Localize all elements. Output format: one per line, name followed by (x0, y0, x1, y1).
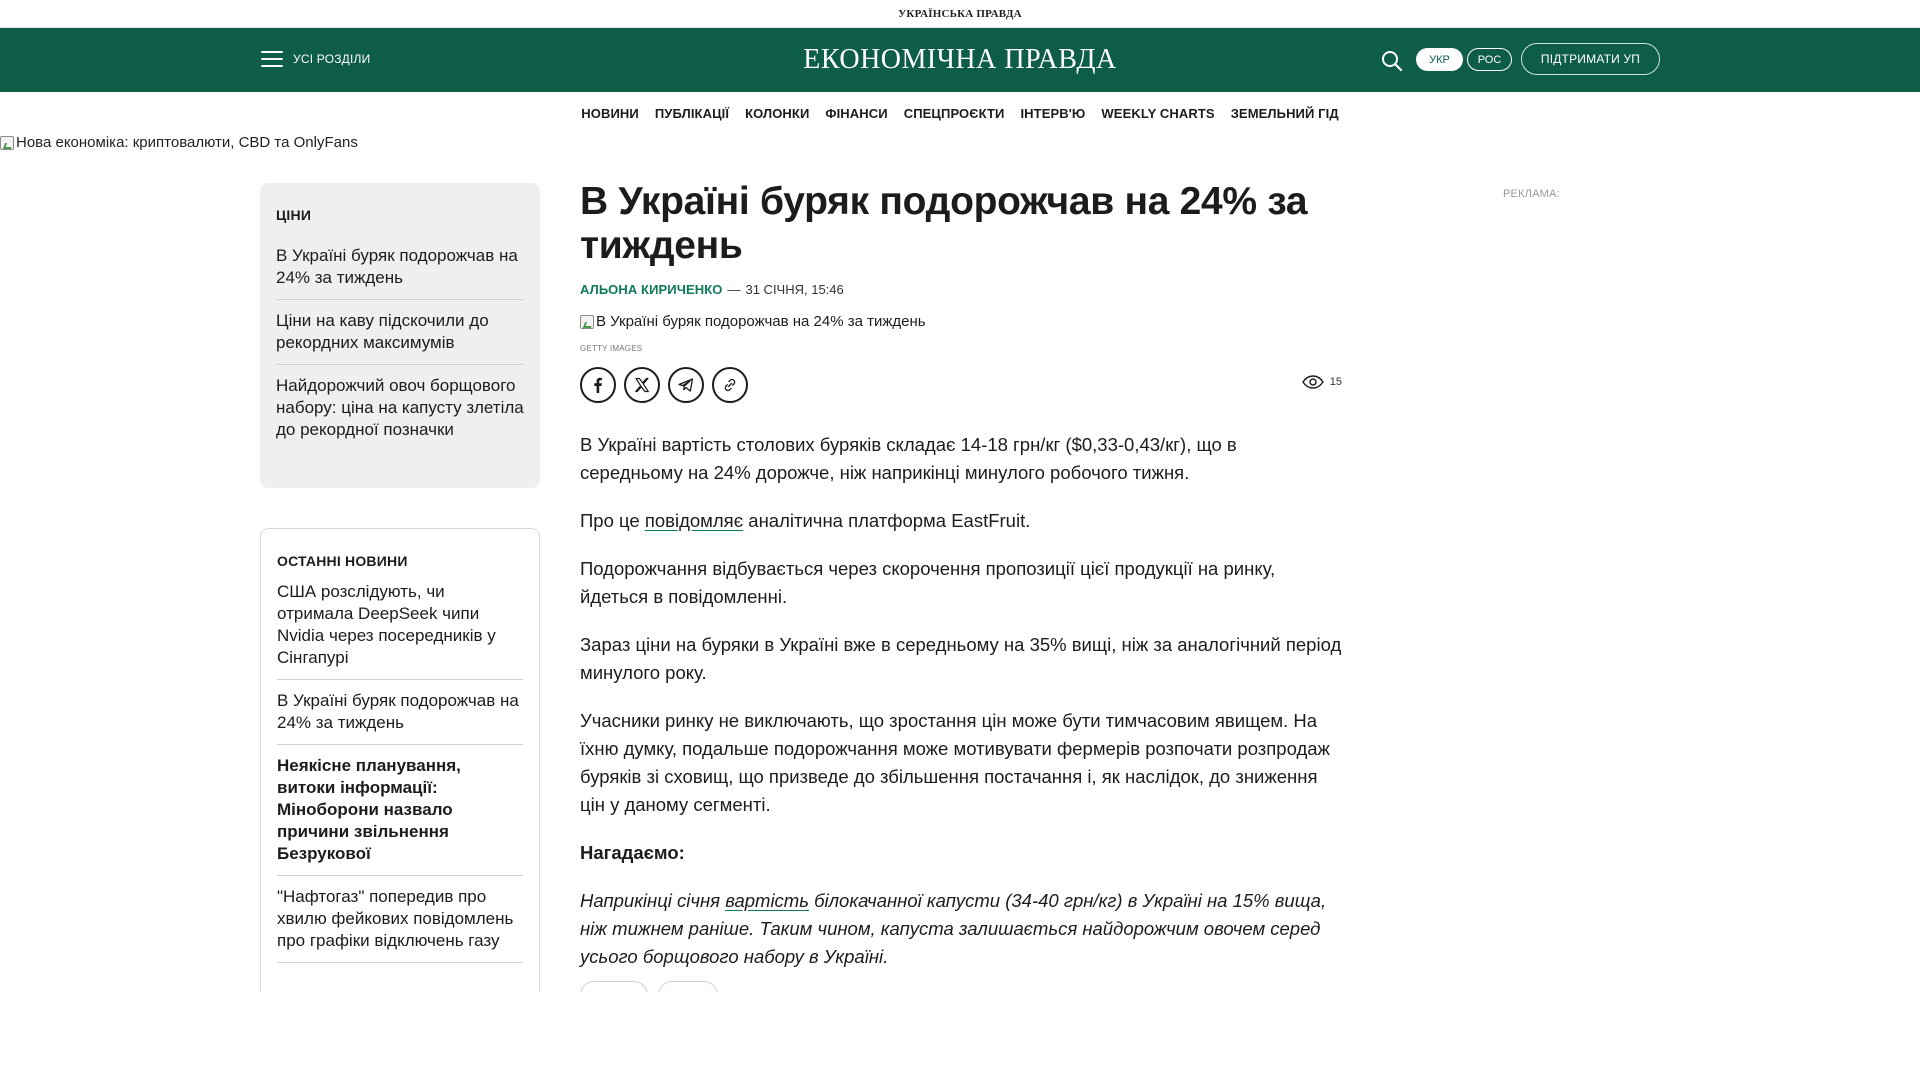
prices-item[interactable]: В Україні буряк подорожчав на 24% за тиждень (276, 235, 524, 300)
top-strip (0, 0, 1920, 28)
article-date: 31 СІЧНЯ, 15:46 (745, 282, 844, 297)
view-counter (1302, 375, 1342, 389)
article-paragraph: В Україні вартість столових буряків складає 14-18 грн/кг ($0,33-0,43/кг), що в середньому на 24% дорожче, ніж наприкінці минулого робочого тижня. (580, 434, 1237, 483)
article-paragraph: Учасники ринку не виключають, що зростання цін може бути тимчасовим явищем. На їхню думку, подальше подорожчання може мотивувати фермерів розпочати розпродаж буряків зі сховищ, що призведе до збільшення постачання і, як наслідок, до зниження цін у даному сегменті. (580, 710, 1330, 815)
prices-item[interactable]: Ціни на каву підскочили до рекордних максимумів (276, 300, 524, 365)
nav-columns[interactable]: КОЛОНКИ (745, 105, 810, 121)
reminder-heading: Нагадаємо: (580, 842, 685, 863)
text: аналітична платформа EastFruit. (743, 510, 1031, 531)
author-link[interactable]: АЛЬОНА КИРИЧЕНКО (580, 282, 723, 297)
promo-banner[interactable] (0, 134, 358, 151)
x-icon[interactable] (624, 367, 660, 403)
article-byline (580, 282, 1342, 297)
broken-image-icon (0, 136, 14, 150)
prices-card (260, 183, 540, 488)
text: Наприкінці січня (580, 890, 726, 911)
nav-finance[interactable]: ФІНАНСИ (825, 105, 888, 121)
lang-ukr-button[interactable]: УКР (1416, 48, 1463, 71)
nav-special-projects[interactable]: СПЕЦПРОЄКТИ (903, 105, 1005, 121)
telegram-icon[interactable] (668, 367, 704, 403)
photo-credit: GETTY IMAGES (580, 344, 643, 353)
main-nav (0, 92, 1920, 134)
latest-news-item[interactable]: В Україні буряк подорожчав на 24% за тиждень (277, 680, 523, 745)
share-bar (580, 365, 1342, 405)
source-link[interactable]: повідомляє (644, 510, 744, 531)
article-body (580, 431, 1342, 971)
up-brand-link[interactable]: УКРАЇНСЬКА ПРАВДА (898, 7, 1022, 20)
article-title: В Україні буряк подорожчав на 24% за тиждень (580, 180, 1308, 267)
byline-separator: — (727, 282, 741, 297)
related-link[interactable]: вартість (725, 890, 809, 911)
search-icon[interactable] (1380, 49, 1404, 73)
site-logo[interactable]: ЕКОНОМІЧНА ПРАВДА (803, 44, 1117, 75)
nav-publications[interactable]: ПУБЛІКАЦІЇ (654, 105, 730, 121)
latest-news-item[interactable]: Неякісне планування, витоки інформації: Міноборони назвало причини звільнення Безрукової (277, 745, 523, 876)
latest-news-title: ОСТАННІ НОВИНИ (277, 553, 408, 569)
latest-news-item[interactable]: "Нафтогаз" попередив про хвилю фейкових повідомлень про графіки відключень газу (277, 876, 523, 963)
photo-alt-text: В Україні буряк подорожчав на 24% за тиждень (596, 313, 926, 330)
nav-land-guide[interactable]: ЗЕМЕЛЬНИЙ ГІД (1230, 105, 1339, 121)
link-icon[interactable] (712, 367, 748, 403)
article-photo (580, 313, 1342, 330)
nav-interview[interactable]: ІНТЕРВ'Ю (1020, 105, 1086, 121)
article (580, 180, 1342, 971)
nav-weekly-charts[interactable]: WEEKLY CHARTS (1101, 105, 1215, 121)
prices-card-title[interactable]: ЦІНИ (276, 207, 312, 223)
page-bottom-blank (0, 992, 1920, 1080)
eye-icon (1302, 375, 1324, 389)
article-paragraph (580, 887, 1342, 971)
article-paragraph: Зараз ціни на буряки в Україні вже в середньому на 35% вищі, ніж за аналогічний період минулого року. (580, 634, 1342, 683)
ad-label: РЕКЛАМА: (1503, 188, 1560, 200)
facebook-icon[interactable] (580, 367, 616, 403)
article-paragraph: Подорожчання відбувається через скорочення пропозиції цієї продукції на ринку, йдеться в повідомленні. (580, 558, 1276, 607)
broken-image-icon (580, 315, 594, 329)
menu-label: УСІ РОЗДІЛИ (293, 52, 371, 66)
banner-alt-text: Нова економіка: криптовалюти, CBD та OnlyFans (16, 134, 358, 151)
view-count: 15 (1329, 376, 1342, 388)
text: Про це (580, 510, 645, 531)
site-header (0, 28, 1920, 92)
latest-news-card (260, 528, 540, 992)
article-paragraph (580, 507, 1342, 535)
prices-item[interactable]: Найдорожчий овоч борщового набору: ціна на капусту злетіла до рекордної позначки (276, 376, 524, 439)
support-button[interactable]: ПІДТРИМАТИ УП (1521, 43, 1660, 75)
latest-news-item[interactable]: США розслідують, чи отримала DeepSeek чипи Nvidia через посередників у Сінгапурі (277, 581, 523, 680)
nav-news[interactable]: НОВИНИ (581, 105, 639, 121)
text: білокачанної капусти (34-40 грн/кг) в Україні на 15% вища, ніж тижнем раніше. Таким чином, капуста залишається найдорожчим овочем серед усього борщового набору в Україні. (580, 890, 1327, 967)
lang-ros-button[interactable]: РОС (1467, 48, 1512, 71)
